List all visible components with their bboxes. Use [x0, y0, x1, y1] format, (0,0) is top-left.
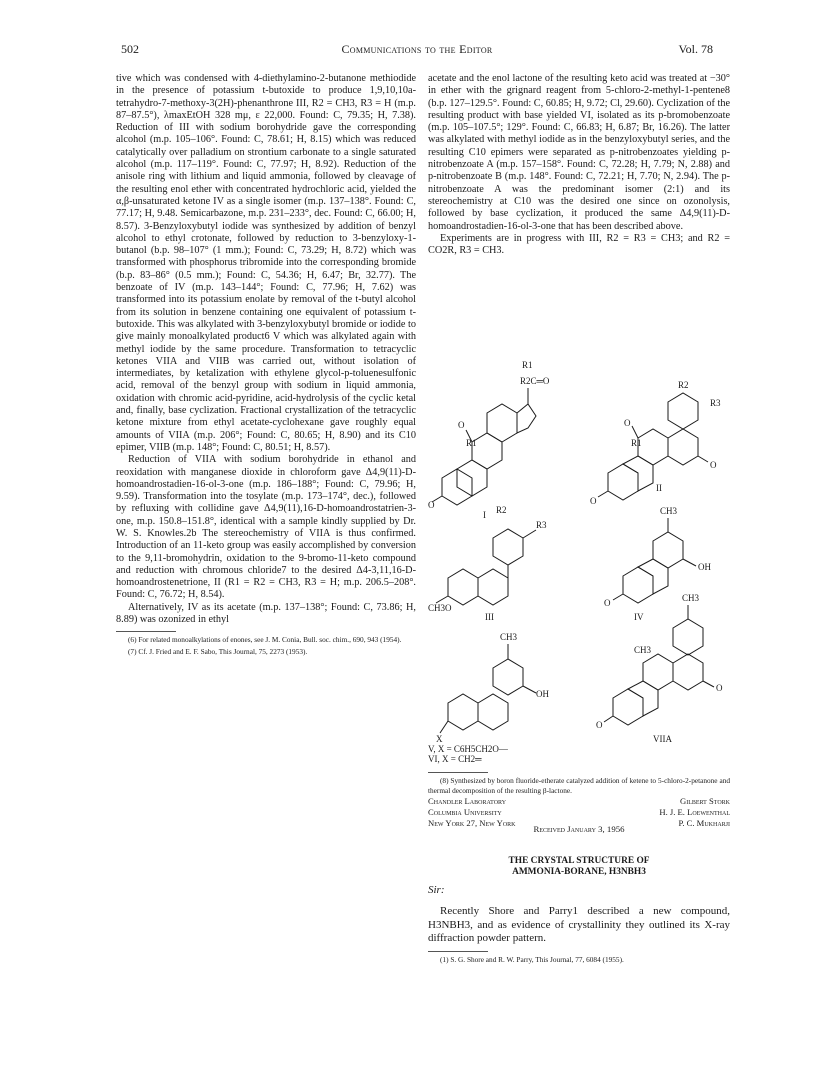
legend-line: V, X = C6H5CH2O— — [428, 744, 508, 754]
struct-label: R1 — [466, 438, 477, 448]
title-line: THE CRYSTAL STRUCTURE OF — [508, 856, 650, 866]
structure-II — [590, 380, 721, 506]
footnote-divider — [428, 772, 488, 773]
page-number: 502 — [121, 42, 139, 56]
struct-label: CH3O — [428, 603, 452, 613]
volume-label: Vol. 78 — [678, 42, 713, 56]
title-line: AMMONIA-BORANE, H3NBH3 — [512, 867, 646, 877]
salutation: Sir: — [428, 884, 445, 896]
affiliation-line: Columbia University — [428, 807, 502, 817]
compound-label: IV — [634, 612, 644, 622]
struct-label: O — [624, 418, 631, 428]
struct-label: O — [596, 720, 603, 730]
right-column — [428, 73, 730, 257]
struct-label: R1 — [522, 360, 533, 370]
article-title — [428, 856, 730, 878]
affiliation-line: New York 27, New York — [428, 818, 516, 828]
paragraph: tive which was condensed with 4-diethylamino-2-butanone methiodide in the presence of potassium t-butoxide to produce 1,9,10,10a-tetrahydro-7-methoxy-3(2H)-phenanthrone III, R2 = CH3, R3 = H (m.p. 87–87.5°), λmaxEtOH 328 mμ, ε 22,000. Found: C, 79.35; H, 7.38). Reduction of III with sodium borohydride gave the corresponding alcohol (m.p. 105–106°. Found: C, 78.61; H, 8.15) which was reduced catalytically over palladium on strontium carbonate to a single saturated alcohol (m.p. 117–119°. Found: C, 77.97; H, 8.92). Reduction of the anisole ring with lithium and liquid ammonia, followed by cleavage of the resulting enol ether with concentrated hydrochloric acid, yielded the α,β-unsaturated ketone IV as a single isomer (m.p. 137–138°. Found: C, 77.17; H, 9.48. Semicarbazone, m.p. 231–233°, dec. Found: C, 66.00; H, 8.57). 3-Benzyloxybutyl iodide was synthesized by addition of benzyl alcohol to ethyl crotonate, followed by reduction to 3-benzyloxy-1-butanol (b.p. 98–107° (1 mm.); Found: C, 73.29; H, 8.72) which was transformed with phosphorus tribromide into the corresponding bromide (b.p. 83–86° (0.5 mm.); Found: C, 54.36; H, 6.47; Br, 32.77). The benzoate of IV (m.p. 143–144°; Found: C, 77.96; H, 7.62) was transformed into its potassium enolate by removal of the t-butyl alcohol from its solution in benzene containing one equivalent of potassium t-butoxide. This was alkylated with 3-benzyloxybutyl bromide or iodide to give mainly monoalkylated product6 V which was alkylated again with methyl iodide by the same procedure. Transformation to tetracyclic ketones VIIA and VIIB was carried out, without isolation of intermediates, by ketalization with ethylene glycol-p-toluenesulfonic acid, removal of the benzyl group with sodium in liquid ammonia, oxidation with chromic acid-pyridine, acid-hydrolysis of the cyclic ketal and, finally, base cyclization. Fractional crystallization of the tetracyclic ketone mixture from ethyl acetate-cyclohexane gave roughly equal amounts of VIIA (m.p. 206°; Found: C, 80.65; H, 8.90) and its C10 epimer, VIIB (m.p. 148°; Found: C, 80.51; H, 8.57). — [116, 73, 416, 453]
author-name: H. J. E. Loewenthal — [659, 807, 730, 817]
paragraph: Alternatively, IV as its acetate (m.p. 137–138°; Found: C, 73.86; H, 8.89) was ozonized in ethyl — [116, 601, 416, 626]
struct-label: R2 — [496, 505, 507, 515]
structure-VIIA — [596, 593, 723, 744]
paragraph: Experiments are in progress with III, R2 = R3 = CH3; and R2 = CO2R, R3 = CH3. — [428, 232, 730, 257]
page-header — [121, 42, 713, 60]
paragraph: acetate and the enol lactone of the resulting keto acid was treated at −30° in ether with the grignard reagent from 5-chloro-2-methyl-1-pentene8 (b.p. 127–129.5°. Found: C, 60.85; H, 9.72; Cl, 29.60). Cyclization of the resulting product with base yielded VI, isolated as its p-bromobenzoate (m.p. 105–107.5°; 129°. Found: C, 66.83; H, 6.87; Br, 16.26). The latter was alkylated with methyl iodide as in the benzyloxybutyl series, and the resulting C10 epimers were separated as p-nitrobenzoates yielding p-nitrobenzoate A (m.p. 157–158°. Found: C, 72.28; H, 7.79; N, 2.88) and p-nitrobenzoate B (m.p. 148°. Found: C, 72.21; H, 7.70; N, 2.94). The p-nitrobenzoate A was the predominant isomer (2:1) and its stereochemistry at C10 was the desired one since on ozonolysis, followed by base cyclization, it produced the same Δ4,9(11)-D-homoandrostadien-16-ol-3-one that has been described above. — [428, 73, 730, 232]
left-column — [116, 73, 416, 657]
legend-line: VI, X = CH2═ — [428, 754, 482, 764]
structure-III — [428, 505, 547, 622]
affiliation-line: Chandler Laboratory — [428, 796, 507, 806]
struct-label: O — [458, 420, 465, 430]
struct-label: R2 — [678, 380, 689, 390]
struct-label: R2C═O — [520, 376, 550, 386]
struct-label: X — [436, 734, 443, 744]
structure-figure — [428, 358, 728, 766]
struct-label: O — [590, 496, 597, 506]
footnote-8-block — [428, 772, 730, 795]
author-name: Gilbert Stork — [680, 796, 730, 806]
struct-label: O — [716, 683, 723, 693]
author-name: P. C. Mukharji — [678, 818, 730, 828]
struct-label: R3 — [536, 520, 547, 530]
struct-label: OH — [698, 562, 711, 572]
footnote: (1) S. G. Shore and R. W. Parry, This Journal, 77, 6084 (1955). — [440, 954, 624, 964]
struct-label: OH — [536, 689, 549, 699]
struct-label: CH3 — [660, 506, 678, 516]
footnote: (6) For related monoalkylations of enones, see J. M. Conia, Bull. soc. chim., 690, 943 (1954). — [128, 635, 402, 645]
compound-label: III — [485, 612, 494, 622]
running-title: Communications to the Editor — [341, 42, 493, 56]
footnote-divider — [116, 631, 176, 632]
article-body — [428, 905, 730, 964]
struct-label: O — [428, 500, 435, 510]
struct-label: CH3 — [500, 632, 518, 642]
structure-V — [428, 632, 549, 764]
structure-I — [428, 360, 550, 520]
paragraph: Reduction of VIIA with sodium borohydride in ethanol and reoxidation with manganese dioxide in chloroform gave Δ4,9(11)-D-homoandrostadien-16-ol-3-one (m.p. 186–188°; Found: C, 79.96; H, 9.59). Transformation into the tosylate (m.p. 173–174°, dec.), followed by refluxing with collidine gave Δ4,9(11),16-D-homoandrostatrien-3-one, m.p. 150.8–151.8°, identical with a sample kindly supplied by Dr. W. S. Knowles.2b The stereochemistry of VIIA is thus confirmed. Introduction of an 11-keto group was easily accomplished by conversion to the 9,11-bromohydrin, oxidation to the 9-bromo-11-keto compound and reduction with chromous chloride7 to the desired Δ4-3,11,16-D-homoandrostenetrione, II (R1 = R2 = CH3, R3 = H; m.p. 206.5–208°. Found: C, 76.72; H, 8.54). — [116, 454, 416, 601]
compound-label: I — [483, 510, 486, 520]
footnote-divider — [428, 951, 488, 952]
paragraph: Recently Shore and Parry1 described a new compound, H3NBH3, and as evidence of crystallinity they outlined its X-ray diffraction powder pattern. — [428, 905, 730, 945]
footnote: (7) Cf. J. Fried and E. F. Sabo, This Journal, 75, 2273 (1953). — [128, 646, 308, 656]
compound-label: II — [656, 483, 662, 493]
structure-IV — [604, 506, 711, 622]
struct-label: R3 — [710, 398, 721, 408]
received-date: Received January 3, 1956 — [533, 824, 625, 834]
compound-label: VIIA — [653, 734, 672, 744]
struct-label: R1 — [631, 438, 642, 448]
footnote: (8) Synthesized by boron fluoride-etherate catalyzed addition of ketene to 5-chloro-2-petanone and thermal decomposition of the resulting β-lactone. — [428, 776, 730, 795]
struct-label: O — [604, 598, 611, 608]
struct-label: CH3 — [634, 645, 652, 655]
struct-label: O — [710, 460, 717, 470]
struct-label: CH3 — [682, 593, 700, 603]
